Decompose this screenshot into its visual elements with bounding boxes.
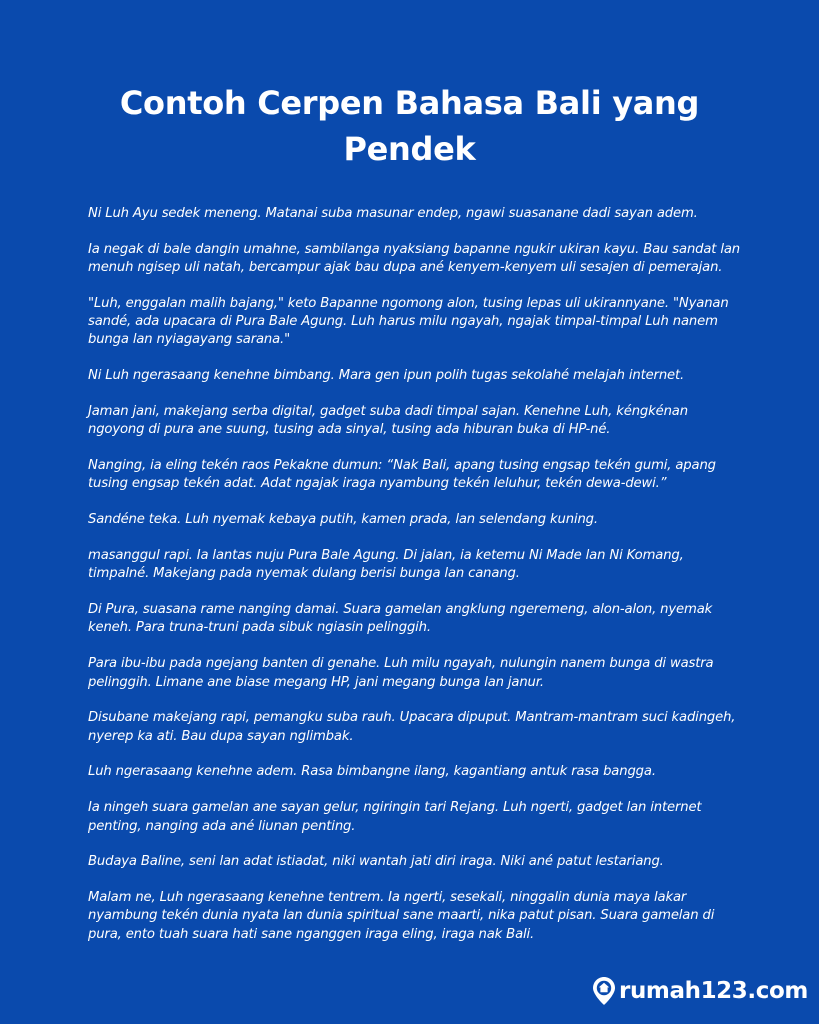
page-title: Contoh Cerpen Bahasa Bali yang Pendek bbox=[119, 84, 700, 168]
story-body bbox=[88, 205, 748, 962]
story-paragraph: Nanging, ia eling tekén raos Pekakne dumun: “Nak Bali, apang tusing engsap tekén gumi, apang tusing engsap tekén adat. Adat ngajak iraga nyambung tekén leluhur, tekén dewa-dewi.” bbox=[88, 458, 716, 492]
story-paragraph: Budaya Baline, seni lan adat istiadat, niki wantah jati diri iraga. Niki ané patut lestariang. bbox=[88, 854, 664, 870]
story-paragraph: Ia negak di bale dangin umahne, sambilanga nyaksiang bapanne ngukir ukiran kayu. Bau sandat lan menuh ngisep uli natah, bercampur ajak bau dupa ané kenyem-kenyem uli sesajen di pemerajan. bbox=[88, 241, 741, 276]
story-paragraph: Para ibu-ibu pada ngejang banten di genahe. Luh milu ngayah, nulungin nanem bunga di wastra pelinggih. Limane ane biase megang HP, jani megang bunga lan janur. bbox=[88, 656, 714, 690]
brand-name: rumah123.com bbox=[619, 978, 808, 1004]
location-pin-house-icon bbox=[592, 976, 616, 1006]
story-paragraph: Ni Luh ngerasaang kenehne bimbang. Mara gen ipun polih tugas sekolahé melajah internet. bbox=[88, 368, 685, 384]
story-paragraph: Ni Luh Ayu sedek meneng. Matanai suba masunar endep, ngawi suasanane dadi sayan adem. bbox=[88, 206, 698, 221]
story-paragraph: Ia ningeh suara gamelan ane sayan gelur, ngiringin tari Rejang. Luh ngerti, gadget lan internet penting, nanging ada ané liunan penting. bbox=[88, 800, 702, 834]
story-paragraph: Disubane makejang rapi, pemangku suba rauh. Upacara dipuput. Mantram-mantram suci kadingeh, nyerep ka ati. Bau dupa sayan nglimbak. bbox=[88, 710, 736, 744]
story-paragraph: Jaman jani, makejang serba digital, gadget suba dadi timpal sajan. Kenehne Luh, kéngkénan ngoyong di pura ane suung, tusing ada sinyal, tusing ada hiburan buka di HP-né. bbox=[88, 404, 688, 438]
brand-logo bbox=[592, 976, 808, 1006]
story-paragraph: Luh ngerasaang kenehne adem. Rasa bimbangne ilang, kagantiang antuk rasa bangga. bbox=[88, 764, 656, 780]
story-paragraph: masanggul rapi. Ia lantas nuju Pura Bale Agung. Di jalan, ia ketemu Ni Made lan Ni Komang, timpalné. Makejang pada nyemak dulang berisi bunga lan canang. bbox=[88, 548, 684, 582]
story-paragraph: Di Pura, suasana rame nanging damai. Suara gamelan angklung ngeremeng, alon-alon, nyemak keneh. Para truna-truni pada sibuk ngiasin pelinggih. bbox=[88, 602, 713, 636]
story-paragraph: "Luh, enggalan malih bajang," keto Bapanne ngomong alon, tusing lepas uli ukirannyane. "Nyanan sandé, ada upacara di Pura Bale Agung. Luh harus milu ngayah, ngajak timpal-timpal Luh nanem bunga lan nyiagayang sarana." bbox=[88, 295, 729, 348]
story-paragraph: Sandéne teka. Luh nyemak kebaya putih, kamen prada, lan selendang kuning. bbox=[88, 512, 598, 528]
story-paragraph: Malam ne, Luh ngerasaang kenehne tentrem. Ia ngerti, sesekali, ninggalin dunia maya lakar nyambung tekén dunia nyata lan dunia spiritual sane maarti, nika patut pisan. Suara gamelan di pura, ento tuah suara hati sane nganggen iraga eling, iraga nak Bali. bbox=[88, 890, 715, 942]
